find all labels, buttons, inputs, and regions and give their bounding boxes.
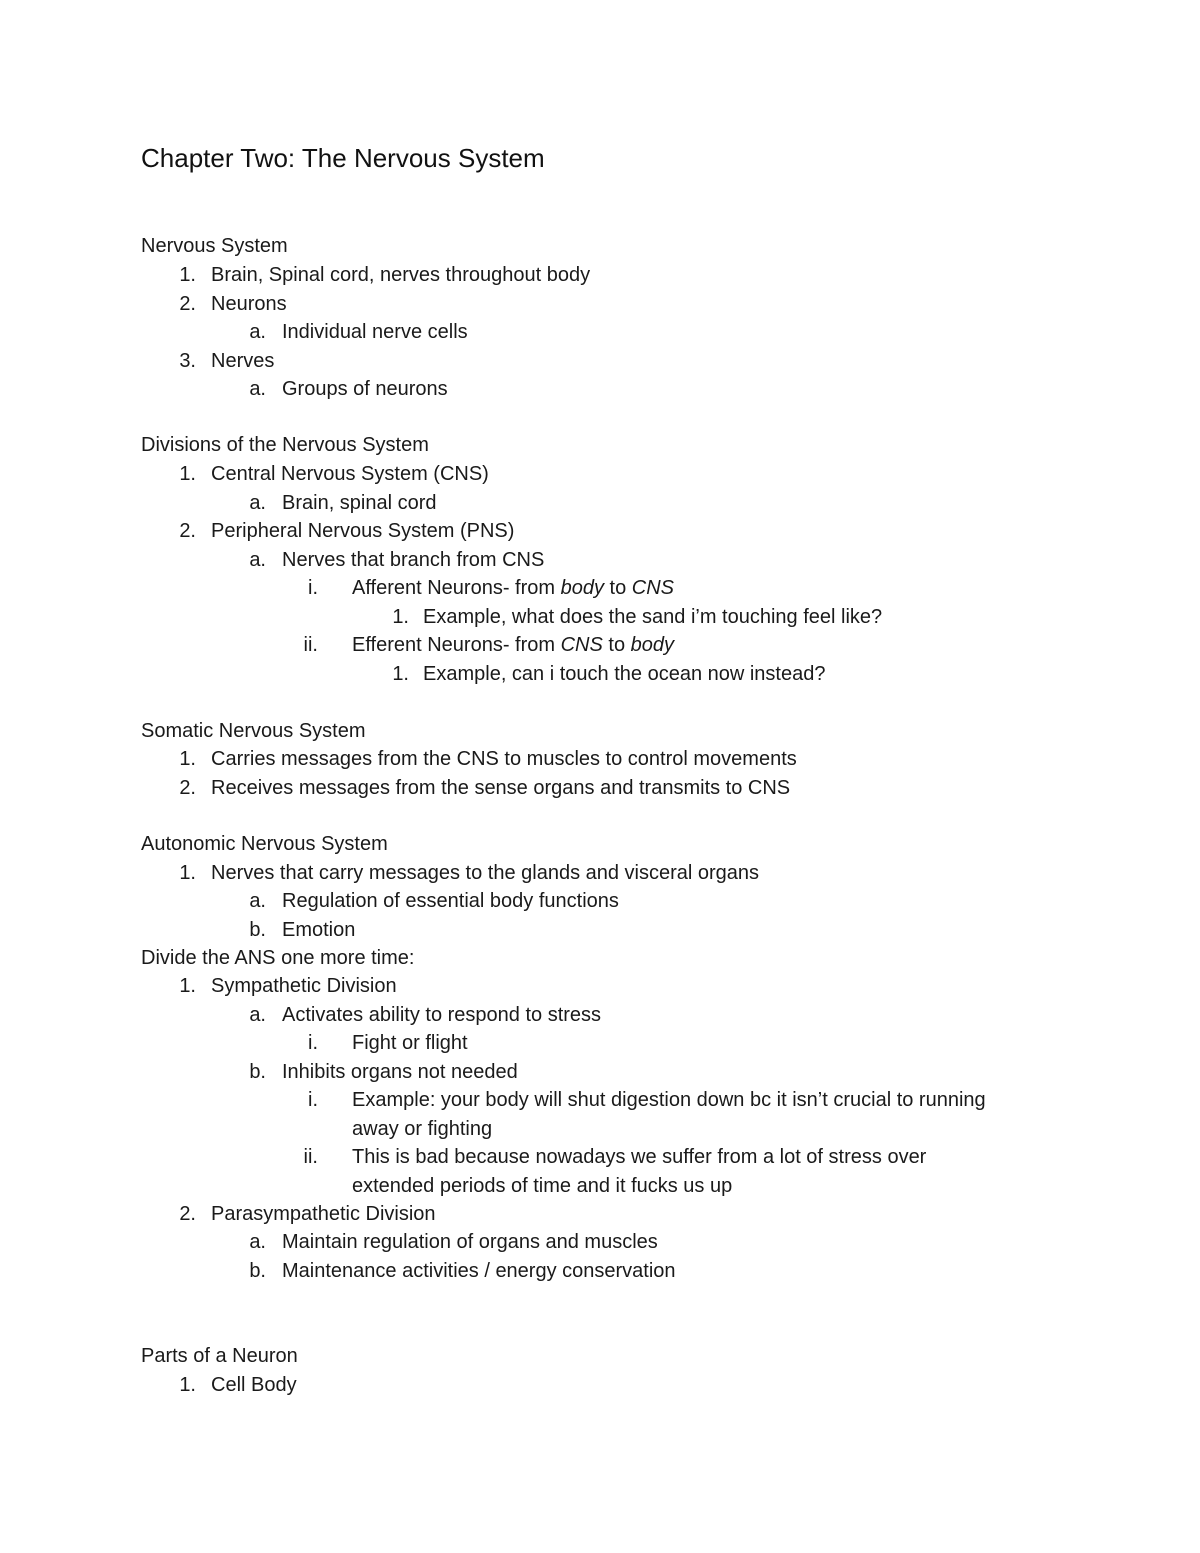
text-run: Efferent Neurons- from bbox=[352, 634, 561, 656]
list-marker: a. bbox=[249, 890, 266, 912]
list-marker: 1. bbox=[392, 663, 409, 685]
list-marker: i. bbox=[308, 577, 318, 599]
list-marker: i. bbox=[308, 1089, 318, 1111]
list-item-text: Central Nervous System (CNS) bbox=[211, 463, 489, 485]
text-run: Afferent Neurons- from bbox=[352, 577, 561, 599]
list-item-text: Brain, Spinal cord, nerves throughout body bbox=[211, 264, 591, 286]
italic-term: body bbox=[630, 634, 675, 656]
list-item-text: Nerves that carry messages to the glands and visceral organs bbox=[211, 862, 760, 884]
list-item-text: Carries messages from the CNS to muscles to control movements bbox=[211, 748, 797, 770]
list-item-text: Peripheral Nervous System (PNS) bbox=[211, 520, 515, 542]
list-item-text: Fight or flight bbox=[352, 1032, 468, 1054]
italic-term: body bbox=[560, 577, 604, 599]
list-item-text: away or fighting bbox=[352, 1118, 493, 1140]
list-marker: b. bbox=[249, 919, 266, 941]
list-item-text: Individual nerve cells bbox=[282, 321, 468, 343]
list-item-text: Groups of neurons bbox=[282, 378, 448, 400]
list-item-text: Activates ability to respond to stress bbox=[282, 1004, 602, 1026]
list-marker: i. bbox=[308, 1032, 318, 1054]
list-item-text: Brain, spinal cord bbox=[282, 492, 437, 514]
page-title: Chapter Two: The Nervous System bbox=[141, 143, 545, 173]
list-marker: ii. bbox=[303, 1146, 318, 1168]
list-marker: 3. bbox=[179, 350, 196, 372]
list-marker: 2. bbox=[179, 293, 196, 315]
italic-term: CNS bbox=[560, 634, 603, 656]
list-marker: a. bbox=[249, 1004, 266, 1026]
list-item-text: Nervous System bbox=[141, 235, 288, 257]
list-marker: 1. bbox=[179, 463, 196, 485]
list-item-text: Emotion bbox=[282, 919, 356, 941]
list-item-text: Example, what does the sand i’m touching feel like? bbox=[423, 606, 883, 628]
list-item-text: Autonomic Nervous System bbox=[141, 833, 388, 855]
list-item-text bbox=[352, 574, 674, 602]
list-item-text: Regulation of essential body functions bbox=[282, 890, 619, 912]
list-marker: a. bbox=[249, 321, 266, 343]
list-item-text: Maintain regulation of organs and muscles bbox=[282, 1231, 658, 1253]
list-marker: 2. bbox=[179, 777, 196, 799]
list-item-text: Nerves that branch from CNS bbox=[282, 549, 545, 571]
list-marker: 1. bbox=[179, 1374, 196, 1396]
list-item-text: Example, can i touch the ocean now instead? bbox=[423, 663, 826, 685]
list-item-text: Somatic Nervous System bbox=[141, 720, 366, 742]
text-run: to bbox=[602, 634, 631, 656]
list-item-text: Divisions of the Nervous System bbox=[141, 434, 429, 456]
list-marker: a. bbox=[249, 492, 266, 514]
list-item-text: Inhibits organs not needed bbox=[282, 1061, 518, 1083]
list-marker: a. bbox=[249, 549, 266, 571]
list-item-text: Example: your body will shut digestion down bc it isn’t crucial to running bbox=[352, 1089, 986, 1111]
list-marker: 1. bbox=[179, 264, 196, 286]
list-marker: 1. bbox=[179, 748, 196, 770]
list-item-text: Parasympathetic Division bbox=[211, 1203, 436, 1225]
list-item-text: Parts of a Neuron bbox=[141, 1345, 298, 1367]
list-item-text: Receives messages from the sense organs and transmits to CNS bbox=[211, 777, 791, 799]
text-run: to bbox=[603, 577, 632, 599]
list-item-text: Nerves bbox=[211, 350, 275, 372]
list-item-text: This is bad because nowadays we suffer from a lot of stress over bbox=[352, 1146, 927, 1168]
list-item-text bbox=[352, 631, 674, 659]
list-marker: 1. bbox=[179, 862, 196, 884]
list-marker: 1. bbox=[179, 975, 196, 997]
list-item-text: Cell Body bbox=[211, 1374, 297, 1396]
list-marker: b. bbox=[249, 1061, 266, 1083]
list-marker: 2. bbox=[179, 520, 196, 542]
list-marker: 1. bbox=[392, 606, 409, 628]
list-item-text: Maintenance activities / energy conservation bbox=[282, 1260, 676, 1282]
list-item-text: Neurons bbox=[211, 293, 287, 315]
list-marker: 2. bbox=[179, 1203, 196, 1225]
italic-term: CNS bbox=[631, 577, 675, 599]
list-marker: b. bbox=[249, 1260, 266, 1282]
list-marker: ii. bbox=[303, 634, 318, 656]
list-item-text: extended periods of time and it fucks us up bbox=[352, 1175, 733, 1197]
list-marker: a. bbox=[249, 378, 266, 400]
list-item-text: Sympathetic Division bbox=[211, 975, 397, 997]
list-marker: a. bbox=[249, 1231, 266, 1253]
list-item-text: Divide the ANS one more time: bbox=[141, 947, 415, 969]
